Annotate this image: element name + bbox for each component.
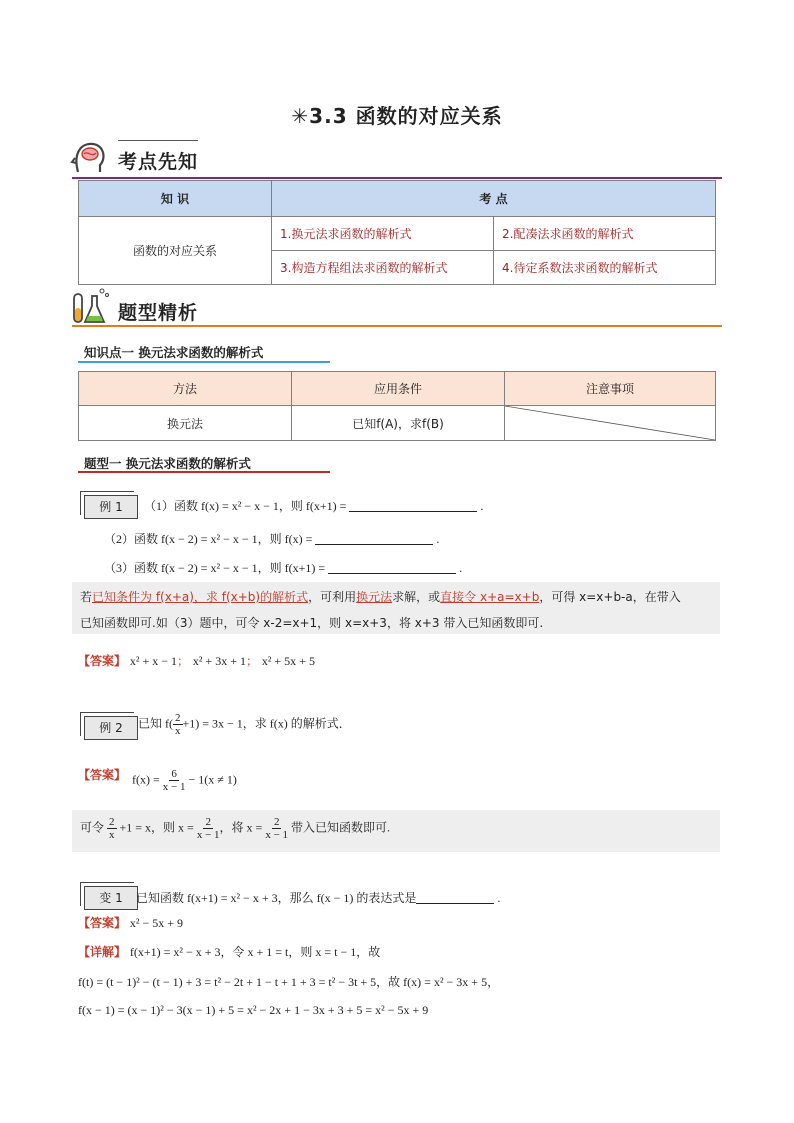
variant-1-label: 变 1 [84,886,138,910]
var1-answer: 【答案】 x² − 5x + 9 [78,916,183,930]
example-2-label: 例 2 [84,716,138,740]
method-table [78,371,716,441]
header-points: 考 点 [272,181,716,217]
ex1-answer: 【答案】 x² + x − 1； x² + 3x + 1； x² + 5x + 5 [78,654,315,668]
method-cell: 换元法 [79,406,292,441]
header-condition: 应用条件 [292,372,505,406]
page-title: ✳3.3 函数的对应关系 [291,104,503,128]
var1-detail-2: f(t) = (t − 1)² − (t − 1) + 3 = t² − 2t + 1 − t + 1 + 3 = t² − 3t + 5，故 f(x) = x² − 3x + 5， [78,975,500,989]
point-2: 2.配凑法求函数的解析式 [494,217,716,251]
ex2-answer-expr: f(x) = $\frac{6}{x - 1}$ − 1(x ≠ 1) [132,768,237,793]
ex1-q3: （3）函数 f(x − 2) = x² − x − 1，则 f(x+1) = . [104,561,463,575]
ex2-note: 可令 $\frac{2}{x}$ +1 = x，则 x = $\frac{2}{x - 1}$ ，将 x = $\frac{2}{x - 1}$ 带入已知函数即可. [72,810,720,852]
var1-question: 已知函数 f(x+1) = x² − x + 3，那么 f(x − 1) 的表达式是 . [136,891,501,905]
type1-rule [78,471,330,473]
note-cell-diagonal [505,406,716,441]
kp1-title: 知识点一 换元法求函数的解析式 [84,345,264,360]
header-method: 方法 [79,372,292,406]
point-1: 1.换元法求函数的解析式 [272,217,494,251]
type1-title: 题型一 换元法求函数的解析式 [84,456,251,471]
condition-cell: 已知f(A)，求f(B) [292,406,505,441]
ex1-note: 若已知条件为 f(x+a)，求 f(x+b)的解析式，可利用换元法求解，或直接令 x+a=x+b，可得 x=x+b-a，在带入 已知函数即可.如（3）题中，可令 x-2=x+1，则 x=x+3，将 x+3 带入已知函数即可. [72,582,720,634]
knowledge-table [78,180,716,285]
section-top-line [118,140,198,141]
ex2-question: 已知 f( $\frac{2}{x}$ +1) = 3x − 1，求 f(x) 的解析式． [138,712,351,737]
section-rule-orange [72,325,722,327]
section-title-kaodian: 考点先知 [118,151,199,173]
kp1-rule [78,361,330,363]
section-rule-purple [72,177,722,179]
example-1-label: 例 1 [84,495,138,519]
header-note: 注意事项 [505,372,716,406]
ex2-answer: 【答案】 [78,768,127,782]
var1-detail-3: f(x − 1) = (x − 1)² − 3(x − 1) + 5 = x² − 2x + 1 − 3x + 3 + 5 = x² − 5x + 9 [78,1003,429,1017]
header-knowledge: 知 识 [79,181,272,217]
brain-head-icon [70,138,110,178]
topic-cell: 函数的对应关系 [79,217,272,285]
lab-flask-icon [68,286,112,326]
var1-detail-1: 【详解】 f(x+1) = x² − x + 3，令 x + 1 = t，则 x = t − 1，故 [78,945,381,959]
ex1-q1: （1）函数 f(x) = x² − x − 1，则 f(x+1) = . [144,499,484,513]
point-4: 4.待定系数法求函数的解析式 [494,251,716,285]
point-3: 3.构造方程组法求函数的解析式 [272,251,494,285]
section-title-tixing: 题型精析 [118,302,199,324]
ex1-q2: （2）函数 f(x − 2) = x² − x − 1，则 f(x) = . [104,532,440,546]
